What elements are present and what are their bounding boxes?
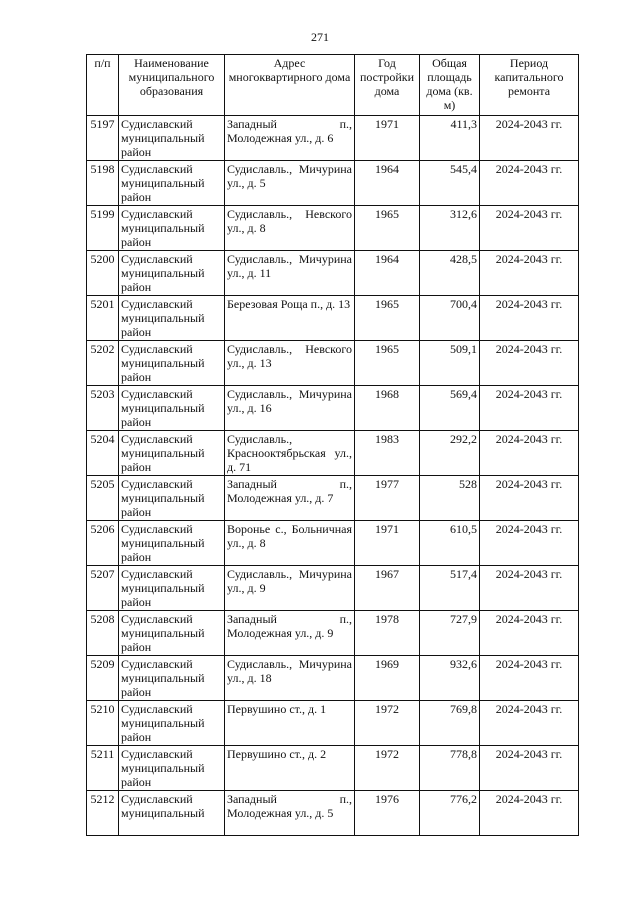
address-cell: Западный п., Молодежная ул., д. 6: [225, 116, 355, 161]
municipality-cell: Судиславский муниципальный район: [119, 251, 225, 296]
area-cell: 769,8: [420, 701, 480, 746]
table-row: [87, 341, 579, 386]
period-cell: 2024-2043 гг.: [480, 386, 579, 431]
area-cell: 700,4: [420, 296, 480, 341]
year-cell: 1968: [355, 386, 420, 431]
table-row: [87, 386, 579, 431]
municipality-cell: Судиславский муниципальный район: [119, 521, 225, 566]
address-cell: Судиславль., Мичурина ул., д. 18: [225, 656, 355, 701]
year-cell: 1977: [355, 476, 420, 521]
year-cell: 1965: [355, 206, 420, 251]
period-cell: 2024-2043 гг.: [480, 611, 579, 656]
period-cell: 2024-2043 гг.: [480, 521, 579, 566]
year-cell: 1964: [355, 161, 420, 206]
row-number: 5205: [87, 476, 119, 521]
row-number: 5209: [87, 656, 119, 701]
housing-registry-table: [86, 54, 579, 836]
area-cell: 545,4: [420, 161, 480, 206]
address-cell: Судиславль., Мичурина ул., д. 11: [225, 251, 355, 296]
address-cell: Судиславль., Мичурина ул., д. 5: [225, 161, 355, 206]
period-cell: 2024-2043 гг.: [480, 701, 579, 746]
row-number: 5212: [87, 791, 119, 836]
period-cell: 2024-2043 гг.: [480, 341, 579, 386]
row-number: 5203: [87, 386, 119, 431]
row-number: 5199: [87, 206, 119, 251]
address-cell: Воронье с., Больничная ул., д. 8: [225, 521, 355, 566]
table-row: [87, 251, 579, 296]
area-cell: 428,5: [420, 251, 480, 296]
year-cell: 1983: [355, 431, 420, 476]
period-cell: 2024-2043 гг.: [480, 431, 579, 476]
period-cell: 2024-2043 гг.: [480, 566, 579, 611]
municipality-cell: Судиславский муниципальный район: [119, 566, 225, 611]
address-cell: Судиславль., Краснооктябрьская ул., д. 71: [225, 431, 355, 476]
area-cell: 778,8: [420, 746, 480, 791]
address-cell: Первушино ст., д. 1: [225, 701, 355, 746]
year-cell: 1967: [355, 566, 420, 611]
row-number: 5201: [87, 296, 119, 341]
header-municipality: Наименование муниципального образования: [119, 55, 225, 116]
header-period: Период капитального ремонта: [480, 55, 579, 116]
municipality-cell: Судиславский муниципальный район: [119, 431, 225, 476]
area-cell: 312,6: [420, 206, 480, 251]
period-cell: 2024-2043 гг.: [480, 161, 579, 206]
row-number: 5200: [87, 251, 119, 296]
area-cell: 932,6: [420, 656, 480, 701]
table-row: [87, 746, 579, 791]
row-number: 5207: [87, 566, 119, 611]
header-year: Год постройки дома: [355, 55, 420, 116]
table-row: [87, 161, 579, 206]
municipality-cell: Судиславский муниципальный район: [119, 656, 225, 701]
period-cell: 2024-2043 гг.: [480, 476, 579, 521]
year-cell: 1972: [355, 701, 420, 746]
municipality-cell: Судиславский муниципальный район: [119, 116, 225, 161]
table-row: [87, 116, 579, 161]
row-number: 5208: [87, 611, 119, 656]
address-cell: Березовая Роща п., д. 13: [225, 296, 355, 341]
area-cell: 528: [420, 476, 480, 521]
address-cell: Судиславль., Невского ул., д. 13: [225, 341, 355, 386]
municipality-cell: Судиславский муниципальный район: [119, 296, 225, 341]
area-cell: 517,4: [420, 566, 480, 611]
municipality-cell: Судиславский муниципальный район: [119, 611, 225, 656]
year-cell: 1969: [355, 656, 420, 701]
area-cell: 509,1: [420, 341, 480, 386]
period-cell: 2024-2043 гг.: [480, 296, 579, 341]
year-cell: 1965: [355, 296, 420, 341]
municipality-cell: Судиславский муниципальный район: [119, 701, 225, 746]
address-cell: Судиславль., Мичурина ул., д. 16: [225, 386, 355, 431]
area-cell: 727,9: [420, 611, 480, 656]
area-cell: 776,2: [420, 791, 480, 836]
municipality-cell: Судиславский муниципальный район: [119, 161, 225, 206]
address-cell: Первушино ст., д. 2: [225, 746, 355, 791]
page-number: 271: [311, 30, 329, 44]
municipality-cell: Судиславский муниципальный район: [119, 386, 225, 431]
table-body: [87, 116, 579, 836]
table-row: [87, 296, 579, 341]
municipality-cell: Судиславский муниципальный район: [119, 746, 225, 791]
table-row: [87, 521, 579, 566]
area-cell: 411,3: [420, 116, 480, 161]
row-number: 5197: [87, 116, 119, 161]
year-cell: 1964: [355, 251, 420, 296]
header-num: п/п: [87, 55, 119, 116]
row-number: 5202: [87, 341, 119, 386]
municipality-cell: Судиславский муниципальный район: [119, 341, 225, 386]
period-cell: 2024-2043 гг.: [480, 206, 579, 251]
row-number: 5198: [87, 161, 119, 206]
year-cell: 1976: [355, 791, 420, 836]
municipality-cell: Судиславский муниципальный район: [119, 206, 225, 251]
table-row: [87, 701, 579, 746]
address-cell: Западный п., Молодежная ул., д. 5: [225, 791, 355, 836]
period-cell: 2024-2043 гг.: [480, 251, 579, 296]
table-row: [87, 656, 579, 701]
table-row: [87, 566, 579, 611]
year-cell: 1965: [355, 341, 420, 386]
table-row: [87, 791, 579, 836]
header-area: Общая площадь дома (кв. м): [420, 55, 480, 116]
table-row: [87, 476, 579, 521]
area-cell: 569,4: [420, 386, 480, 431]
period-cell: 2024-2043 гг.: [480, 116, 579, 161]
address-cell: Судиславль., Невского ул., д. 8: [225, 206, 355, 251]
period-cell: 2024-2043 гг.: [480, 746, 579, 791]
period-cell: 2024-2043 гг.: [480, 656, 579, 701]
area-cell: 610,5: [420, 521, 480, 566]
municipality-cell: Судиславский муниципальный: [119, 791, 225, 836]
row-number: 5206: [87, 521, 119, 566]
header-row: [87, 55, 579, 116]
area-cell: 292,2: [420, 431, 480, 476]
year-cell: 1971: [355, 116, 420, 161]
table-row: [87, 206, 579, 251]
address-cell: Судиславль., Мичурина ул., д. 9: [225, 566, 355, 611]
year-cell: 1978: [355, 611, 420, 656]
municipality-cell: Судиславский муниципальный район: [119, 476, 225, 521]
table-row: [87, 611, 579, 656]
year-cell: 1972: [355, 746, 420, 791]
address-cell: Западный п., Молодежная ул., д. 9: [225, 611, 355, 656]
table-header: [87, 55, 579, 116]
row-number: 5210: [87, 701, 119, 746]
row-number: 5204: [87, 431, 119, 476]
year-cell: 1971: [355, 521, 420, 566]
period-cell: 2024-2043 гг.: [480, 791, 579, 836]
row-number: 5211: [87, 746, 119, 791]
table-row: [87, 431, 579, 476]
header-address: Адрес многоквартирного дома: [225, 55, 355, 116]
address-cell: Западный п., Молодежная ул., д. 7: [225, 476, 355, 521]
